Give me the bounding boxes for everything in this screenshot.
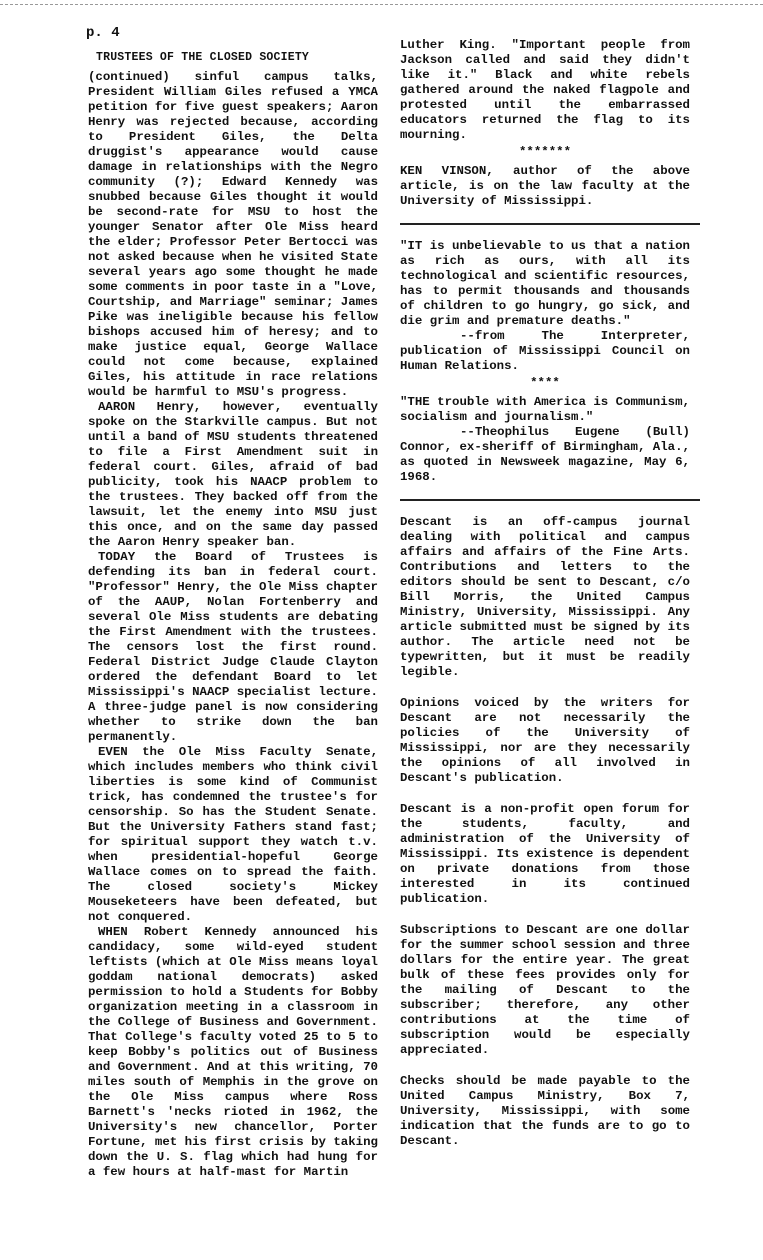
separator-stars: **** [530,376,560,390]
divider-rule [400,223,700,225]
masthead-paragraph: Subscriptions to Descant are one dollar for the summer school session and three dollars for the entire year. The great bulk of these fees provides only for the mailing of Descant to the subscriber; therefore, any other contributions at the time of subscription would be especially appreciated. [400,923,690,1057]
article-paragraph: TODAY the Board of Trustees is defending its ban in federal court. "Professor" Henry, the Ole Miss chapter of the AAUP, Nolan Fortenberry and several Ole Miss students are debating the First Amendment with the trustees. The censors lost the first round. Federal District Judge Claude Clayton ordered the defendant Board to let Mississippi's NAACP specialist lecture. A three-judge panel is now considering whether to strike down the ban permanently. [88,550,378,744]
article-paragraph: (continued) sinful campus talks, President William Giles refused a YMCA petition for five guest speakers; Aaron Henry was rejected because, according to President Giles, the Delta druggist's appearance would cause damage in relationships with the Negro community (?); Edward Kennedy was snubbed because Giles thought it would be second-rate for MSU to host the younger Senator after Ole Miss heard the elder; Professor Peter Bertocci was not asked because when he visited State several years ago some thought he made some comments in poor taste in a "Love, Courtship, and Marriage" seminar; James Pike was ineligible because his fellow bishops accused him of heresy; and to make justice equal, George Wallace could not come because, explained Giles, his attitude in race relations would be harmful to MSU's progress. [88,70,378,399]
page-top-edge [0,4,763,5]
article-paragraph: AARON Henry, however, eventually spoke on the Starkville campus. But not until a band of MSU students threatened to file a First Amendment suit in federal court. Giles, afraid of bad publicity, took his NAACP problem to the trustees. They backed off from the lawsuit, let the enemy into MSU just this once, and on the same day passed the Aaron Henry speaker ban. [88,400,378,549]
separator-stars: ******* [518,145,572,159]
divider-rule [400,499,700,501]
masthead-paragraph: Opinions voiced by the writers for Descant are not necessarily the policies of the University of Mississippi, nor are they necessarily the opinions of all involved in Descant's publication. [400,696,690,785]
masthead-paragraph: Descant is a non-profit open forum for the students, faculty, and administration of the University of Mississippi. Its existence is dependent on private donations from those interested in its continued publication. [400,802,690,906]
article-title: TRUSTEES OF THE CLOSED SOCIETY [96,51,310,64]
left-column [88,70,378,1180]
article-continuation: Luther King. "Important people from Jackson called and said they didn't like it." Black and white rebels gathered around the naked flagpole and protested until the embarrassed educators returned the flag to its mourning. [400,38,690,142]
quote-text: "THE trouble with America is Communism, socialism and journalism." [400,395,690,424]
quote-source: --Theophilus Eugene (Bull) Connor, ex-sheriff of Birmingham, Ala., as quoted in Newsweek magazine, May 6, 1968. [400,425,690,484]
author-note: KEN VINSON, author of the above article, is on the law faculty at the University of Mississippi. [400,164,690,208]
page-number: p. 4 [86,25,120,41]
article-paragraph: EVEN the Ole Miss Faculty Senate, which includes members who think civil liberties is some kind of Communist trick, has condemned the trustee's for censorship. So has the Student Senate. But the University Fathers stand fast; for spiritual support they watch t.v. when presidential-hopeful George Wallace comes on to spread the faith. The closed society's Mickey Mouseketeers have been defeated, but not conquered. [88,745,378,924]
quote-text: "IT is unbelievable to us that a nation as rich as ours, with all its technological and scientific resources, has to permit thousands and thousands of children to go hungry, go sick, and die grim and premature deaths." [400,239,690,328]
masthead-paragraph: Descant is an off-campus journal dealing with political and campus affairs and affairs of the Fine Arts. Contributions and letters to the editors should be sent to Descant, c/o Bill Morris, the United Campus Ministry, University, Mississippi. Any article submitted must be signed by its author. The article need not be typewritten, but it must be readily legible. [400,515,690,679]
right-column [400,38,690,1165]
quote-source: --from The Interpreter, publication of Mississippi Council on Human Relations. [400,329,690,373]
article-paragraph: WHEN Robert Kennedy announced his candidacy, some wild-eyed student leftists (which at Ole Miss means loyal goddam national democrats) asked permission to hold a Students for Bobby organization meeting in a classroom in the College of Business and Government. That College's faculty voted 25 to 5 to keep Bobby's politics out of Business and Government. And at this writing, 70 miles south of Memphis in the grove on the Ole Miss campus where Ross Barnett's 'necks rioted in 1962, the University's new chancellor, Porter Fortune, met his first crisis by taking down the U. S. flag which had hung for a few hours at half-mast for Martin [88,925,378,1179]
masthead-paragraph: Checks should be made payable to the United Campus Ministry, Box 7, University, Mississippi, with some indication that the funds are to go to Descant. [400,1074,690,1148]
